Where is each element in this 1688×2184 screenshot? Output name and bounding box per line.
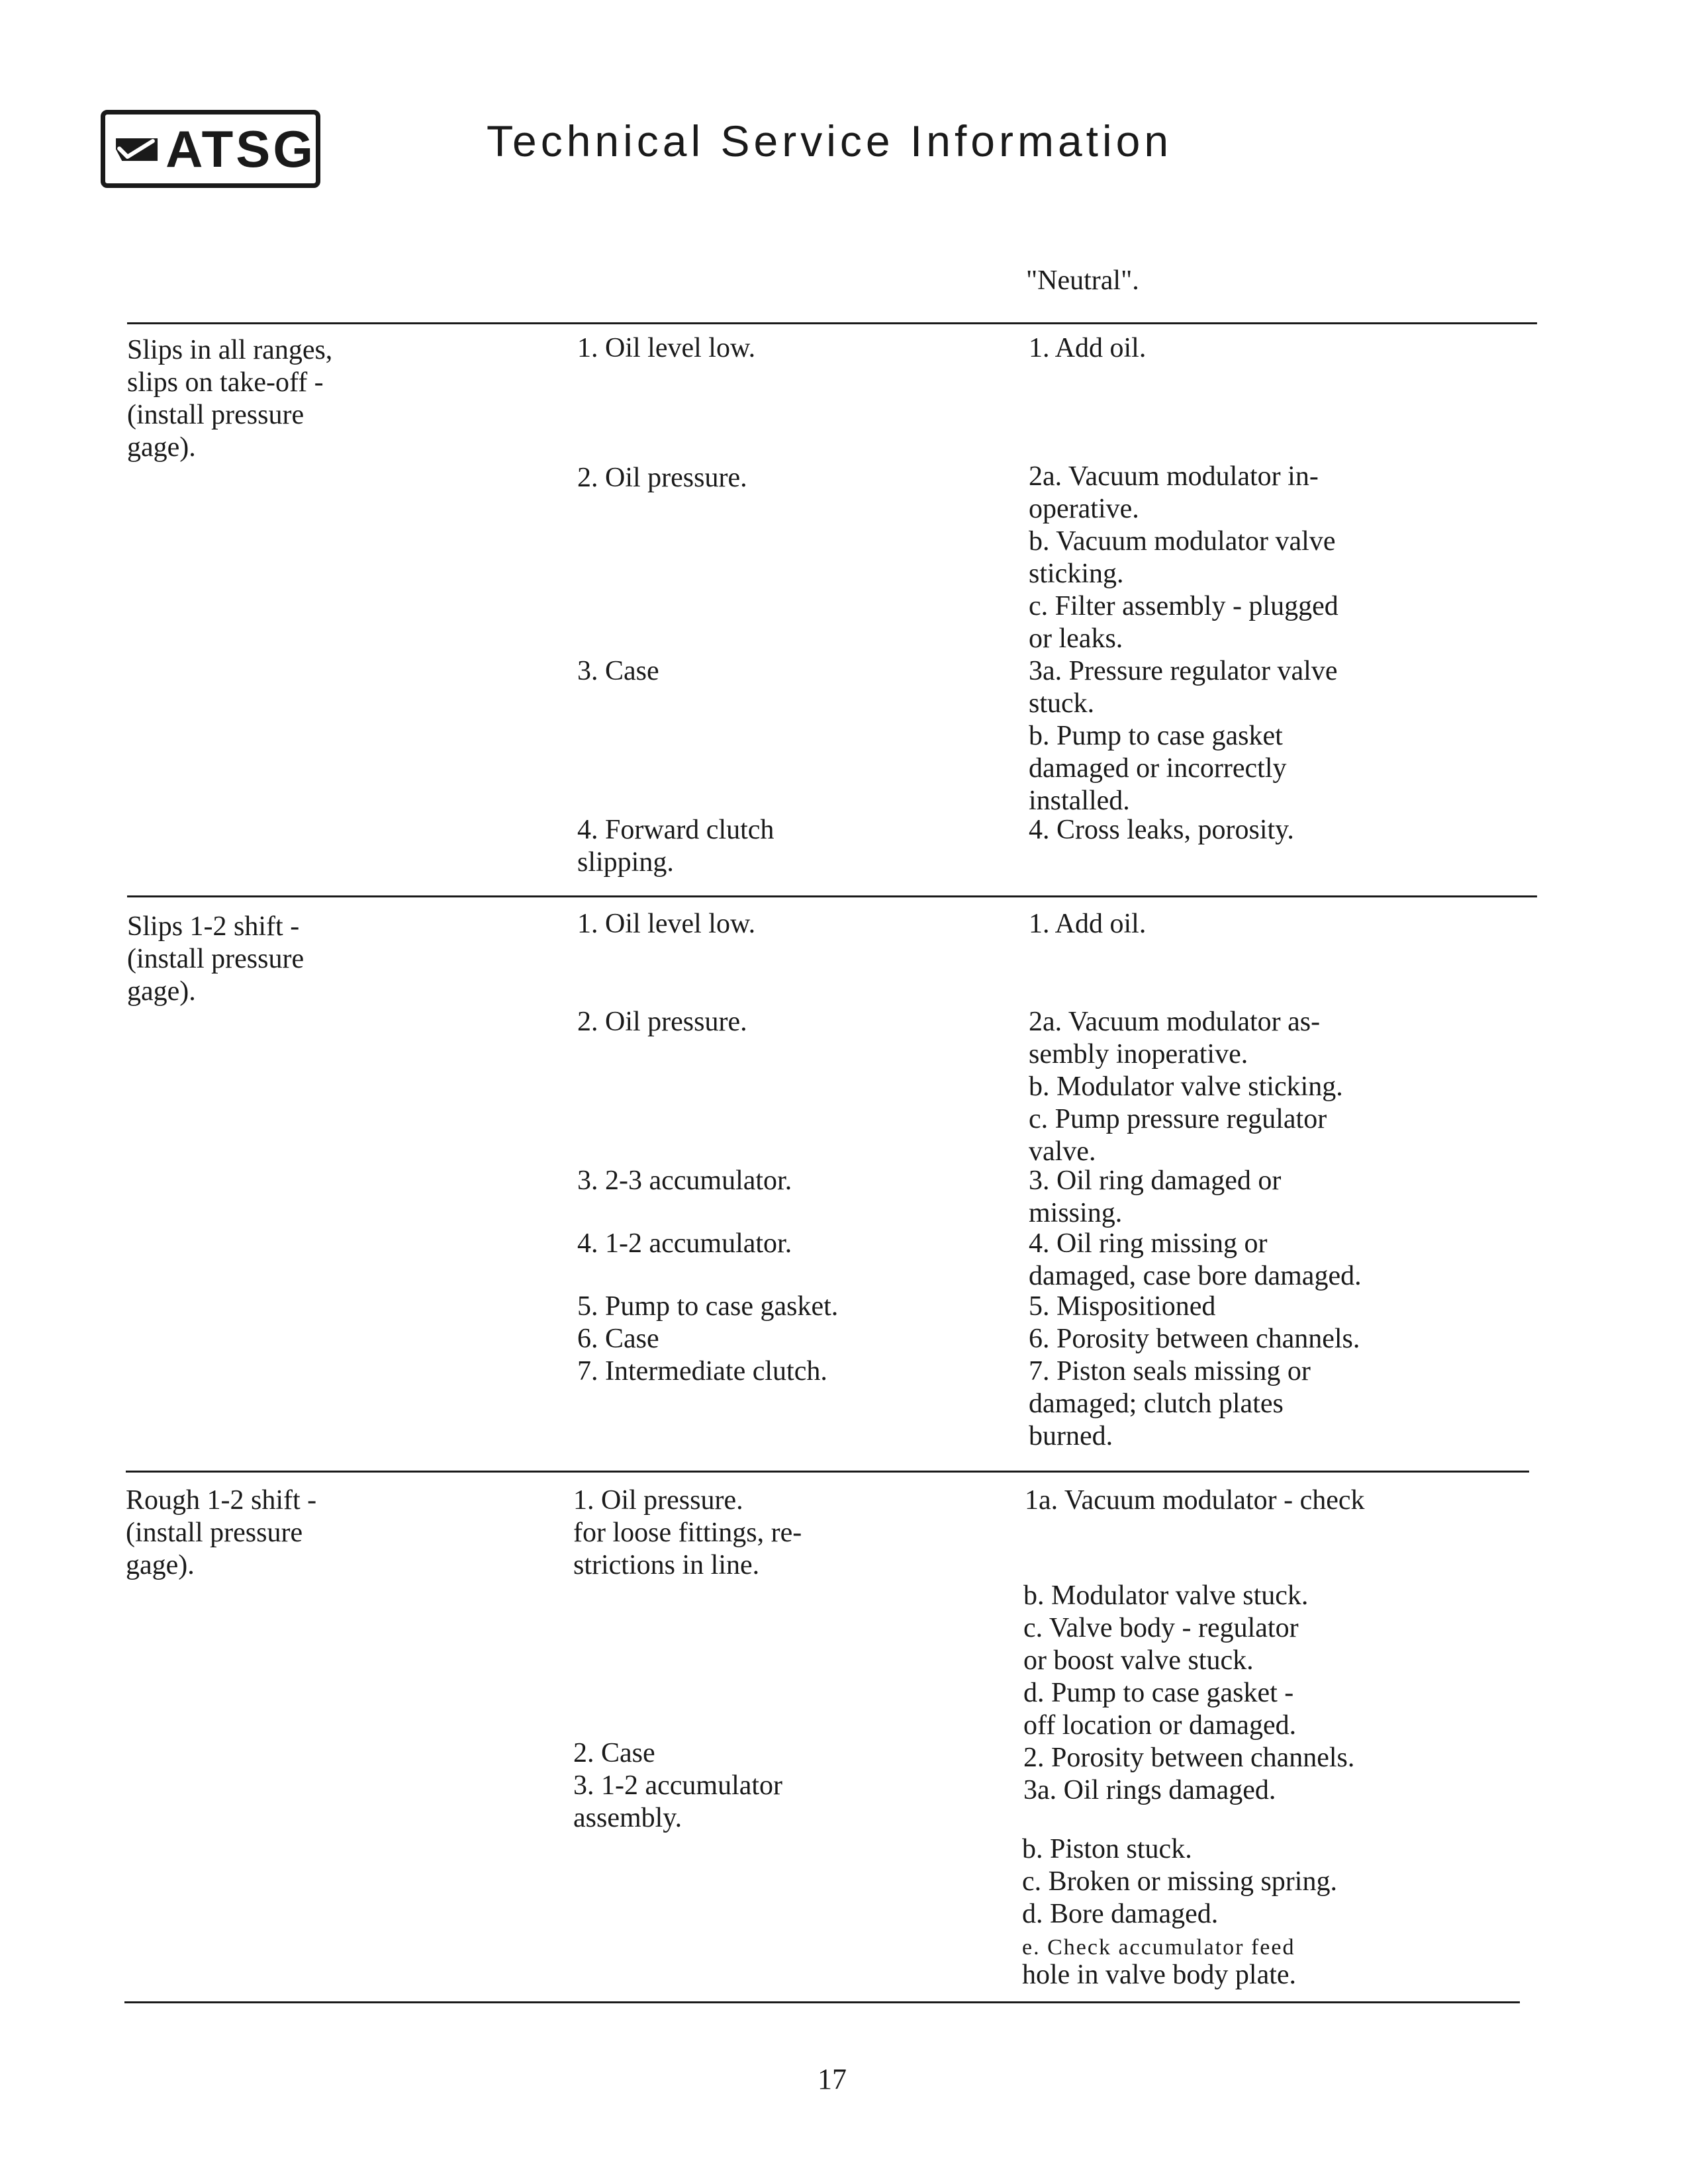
correction-item: 1a. Vacuum modulator - check xyxy=(1025,1485,1365,1516)
correction-item: 1. Add oil. xyxy=(1029,909,1147,939)
correction-item: 2a. Vacuum modulator in- operative. b. Vacuum modulator valve sticking. c. Filter assembly - plugged or leaks. xyxy=(1029,461,1338,654)
correction-item: e. Check accumulator feed xyxy=(1022,1935,1295,1960)
correction-item: 1. Add oil. xyxy=(1029,333,1147,363)
cause-item: 2. Case 3. 1-2 accumulator assembly. xyxy=(573,1738,783,1833)
cause-item: 1. Oil pressure. for loose fittings, re- strictions in line. xyxy=(573,1485,802,1580)
section-divider xyxy=(124,2001,1520,2003)
condition-text: Slips in all ranges, slips on take-off - (install pressure gage). xyxy=(127,335,333,463)
section-divider xyxy=(126,1471,1529,1473)
cause-item: 4. 1-2 accumulator. xyxy=(577,1228,792,1259)
correction-item: 3. Oil ring damaged or missing. xyxy=(1029,1165,1282,1228)
correction-item: 4. Oil ring missing or damaged, case bore damaged. xyxy=(1029,1228,1362,1291)
correction-item: b. Piston stuck. c. Broken or missing spring. d. Bore damaged. xyxy=(1022,1834,1337,1929)
cause-item: 5. Pump to case gasket. 6. Case 7. Intermediate clutch. xyxy=(577,1291,839,1387)
atsg-logo xyxy=(101,110,320,188)
page-title: Technical Service Information xyxy=(487,116,1173,165)
continued-text: "Neutral". xyxy=(1026,265,1139,296)
cause-item: 1. Oil level low. xyxy=(577,333,756,363)
cause-item: 3. Case xyxy=(577,656,659,686)
checkmark-icon xyxy=(115,123,159,175)
section-divider xyxy=(127,322,1537,324)
cause-item: 2. Oil pressure. xyxy=(577,1007,747,1037)
correction-item: 2a. Vacuum modulator as- sembly inoperative. b. Modulator valve sticking. c. Pump pressure regulator valve. xyxy=(1029,1007,1343,1167)
correction-item: hole in valve body plate. xyxy=(1022,1960,1297,1990)
correction-item: 4. Cross leaks, porosity. xyxy=(1029,815,1294,845)
page-number: 17 xyxy=(818,2063,847,2095)
correction-item: 3a. Pressure regulator valve stuck. b. Pump to case gasket damaged or incorrectly installed. xyxy=(1029,656,1338,816)
correction-item: 5. Mispositioned 6. Porosity between channels. 7. Piston seals missing or damaged; clutch plates burned. xyxy=(1029,1291,1360,1451)
condition-text: Slips 1-2 shift - (install pressure gage). xyxy=(127,911,305,1007)
logo-text: ATSG xyxy=(165,120,316,178)
condition-text: Rough 1-2 shift - (install pressure gage). xyxy=(126,1485,317,1580)
cause-item: 1. Oil level low. xyxy=(577,909,756,939)
section-divider xyxy=(127,895,1537,897)
cause-item: 2. Oil pressure. xyxy=(577,463,747,493)
correction-item: b. Modulator valve stuck. c. Valve body - regulator or boost valve stuck. d. Pump to case gasket - off location or damaged. 2. Porosity between channels. 3a. Oil rings damaged. xyxy=(1023,1580,1355,1805)
cause-item: 3. 2-3 accumulator. xyxy=(577,1165,792,1196)
cause-item: 4. Forward clutch slipping. xyxy=(577,815,774,878)
